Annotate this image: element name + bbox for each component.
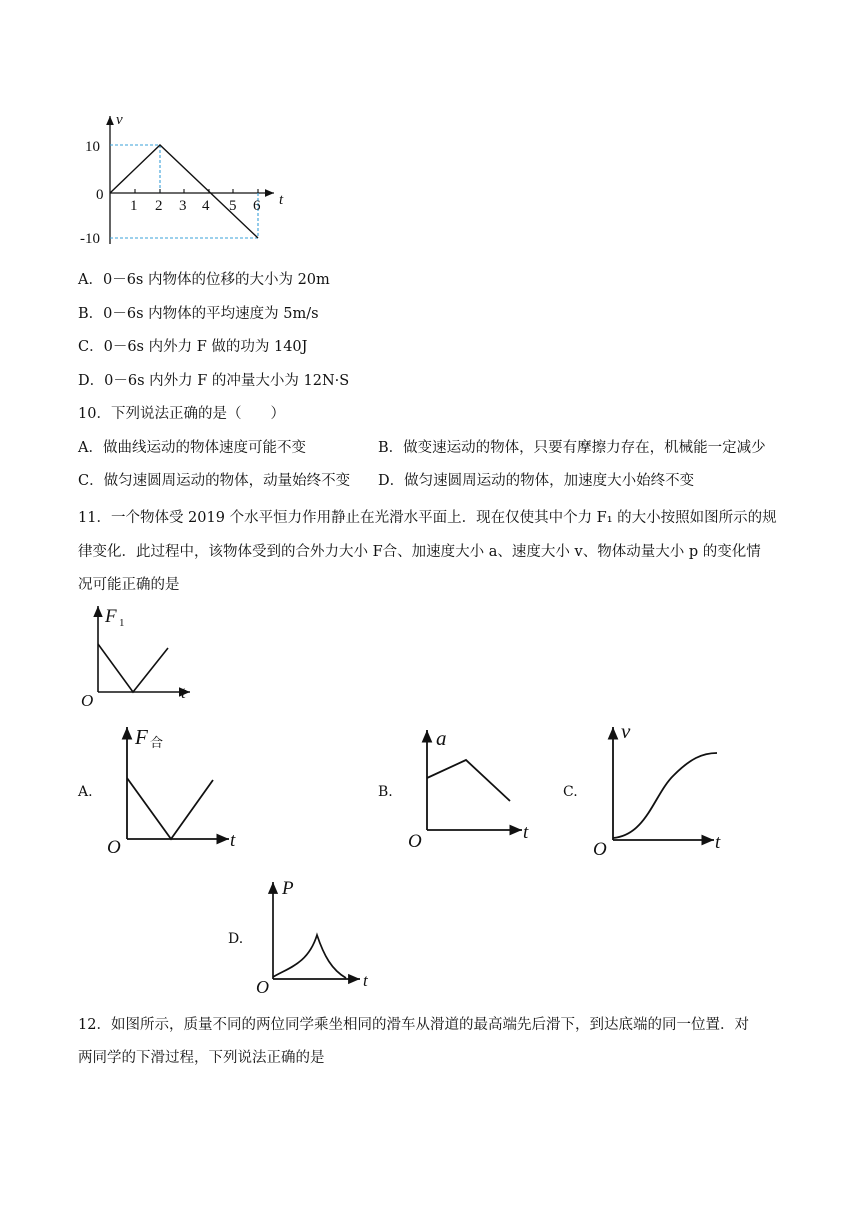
x-tick-5: 5 [229,198,237,214]
q11-option-a-graph [104,722,244,857]
p-label: P [282,878,294,899]
q11-option-c-graph [592,719,732,859]
q10-option-c: C．做匀速圆周运动的物体，动量始终不变 [78,473,351,489]
q12-stem-line-1: 12．如图所示，质量不同的两位同学乘坐相同的滑车从滑道的最高端先后滑下，到达底端的同一位置．对 [78,1017,749,1033]
y-tick-neg10: -10 [80,231,100,247]
q10-stem: 10．下列说法正确的是（ ） [78,406,285,422]
t-axis-label: t [279,192,284,208]
q11-option-d-letter: D. [228,931,244,947]
origin-label: O [593,839,607,860]
t-label: t [715,832,721,853]
x-tick-1: 1 [130,198,138,214]
q9-vt-graph [78,112,284,247]
v-label: v [621,719,631,743]
q11-stem-line-2: 律变化．此过程中，该物体受到的合外力大小 F合、加速度大小 a、速度大小 v、物体动量大小 p 的变化情 [78,544,761,560]
q11-f1-graph [78,602,198,712]
fnet-label: F [135,725,148,749]
q11-option-a-letter: A. [78,784,93,800]
origin-label: O [107,837,121,858]
v-axis-label: v [116,112,123,128]
a-label: a [436,726,447,750]
fnet-subscript: 合 [150,735,164,750]
f1-label: F [105,606,117,627]
t-label: t [181,683,186,702]
fnet-curve [127,778,213,839]
t-label: t [230,830,236,851]
y-tick-0: 0 [96,187,104,203]
q9-option-b: B．0－6s 内物体的平均速度为 5m/s [78,306,319,322]
x-tick-6: 6 [253,198,261,214]
x-tick-4: 4 [202,198,210,214]
q11-option-c-letter: C. [563,784,578,800]
t-label: t [363,971,368,990]
t-label: t [523,822,529,843]
q11-stem-line-3: 况可能正确的是 [78,577,180,593]
p-curve [273,935,346,978]
q10-option-b: B．做变速运动的物体，只要有摩擦力存在，机械能一定减少 [378,440,766,456]
origin-label: O [81,691,94,710]
f1-subscript: 1 [119,617,125,629]
q11-option-b-letter: B. [378,784,393,800]
q11-option-d-graph [256,876,376,996]
q12-stem-line-2: 两同学的下滑过程，下列说法正确的是 [78,1050,325,1066]
q9-option-c: C．0－6s 内外力 F 做的功为 140J [78,339,308,355]
v-curve [613,753,717,838]
x-tick-2: 2 [155,198,163,214]
y-tick-10: 10 [85,139,100,155]
q10-option-a: A．做曲线运动的物体速度可能不变 [78,440,306,456]
q10-option-d: D．做匀速圆周运动的物体，加速度大小始终不变 [378,473,695,489]
q9-option-d: D．0－6s 内外力 F 的冲量大小为 12N·S [78,373,350,389]
q9-option-a: A．0－6s 内物体的位移的大小为 20m [78,272,330,288]
q11-stem-line-1: 11．一个物体受 2019 个水平恒力作用静止在光滑水平面上．现在仅使其中个力 F₁ 的大小按照如图所示的规 [78,510,777,526]
x-tick-3: 3 [179,198,187,214]
q11-option-b-graph [406,726,536,856]
origin-label: O [256,977,269,997]
a-curve [427,760,510,801]
f1-curve [98,644,168,692]
origin-label: O [408,831,422,852]
